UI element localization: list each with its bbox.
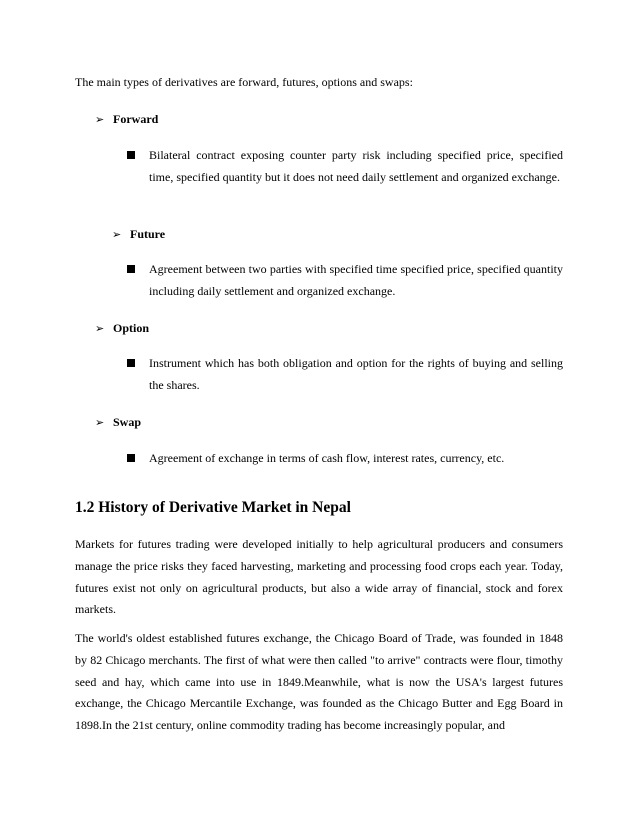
paragraph: The world's oldest established futures exchange, the Chicago Board of Trade, was founded in 1848 by 82 Chicago merchants. The first of what were then called "to arrive" contracts were flour, timothy seed and hay, which came into use in 1849.Meanwhile, what is now the USA's largest futures exchange, the Chicago Mercantile Exchange, was founded as the Chicago Butter and Egg Board in 1898.In the 21st century, online commodity trading has become increasingly popular, and (75, 631, 563, 733)
type-heading-option (95, 320, 149, 337)
type-description-text: Instrument which has both obligation and option for the rights of buying and selling the shares. (149, 356, 563, 392)
type-description-text: Agreement between two parties with specified time specified price, specified quantity including daily settlement and organized exchange. (149, 262, 563, 298)
square-bullet-icon (127, 454, 135, 462)
type-heading-swap (95, 414, 141, 431)
type-description-option (127, 353, 563, 396)
type-heading-label: Future (130, 227, 166, 241)
type-heading-label: Option (113, 321, 150, 335)
type-description-forward (127, 145, 563, 188)
arrow-bullet-icon: ➢ (95, 322, 105, 335)
square-bullet-icon (127, 151, 135, 159)
type-heading-label: Forward (113, 112, 159, 126)
type-heading-future (112, 226, 165, 243)
type-heading-forward (95, 111, 158, 128)
type-description-text: Agreement of exchange in terms of cash flow, interest rates, currency, etc. (149, 451, 505, 465)
type-description-swap (127, 448, 563, 470)
paragraph: Markets for futures trading were developed initially to help agricultural producers and consumers manage the price risks they faced harvesting, marketing and processing food crops each year. Today, futures exist not only on agricultural products, but also a wide array of financial, stock and forex markets. (75, 537, 563, 617)
intro-text: The main types of derivatives are forward, futures, options and swaps: (75, 75, 413, 89)
type-description-text: Bilateral contract exposing counter party risk including specified price, specified time, specified quantity but it does not need daily settlement and organized exchange. (149, 148, 563, 184)
square-bullet-icon (127, 265, 135, 273)
type-description-future (127, 259, 563, 302)
square-bullet-icon (127, 359, 135, 367)
type-heading-label: Swap (113, 415, 142, 429)
arrow-bullet-icon: ➢ (112, 228, 122, 241)
arrow-bullet-icon: ➢ (95, 416, 105, 429)
arrow-bullet-icon: ➢ (95, 113, 105, 126)
section-heading: 1.2 History of Derivative Market in Nepal (75, 499, 351, 516)
